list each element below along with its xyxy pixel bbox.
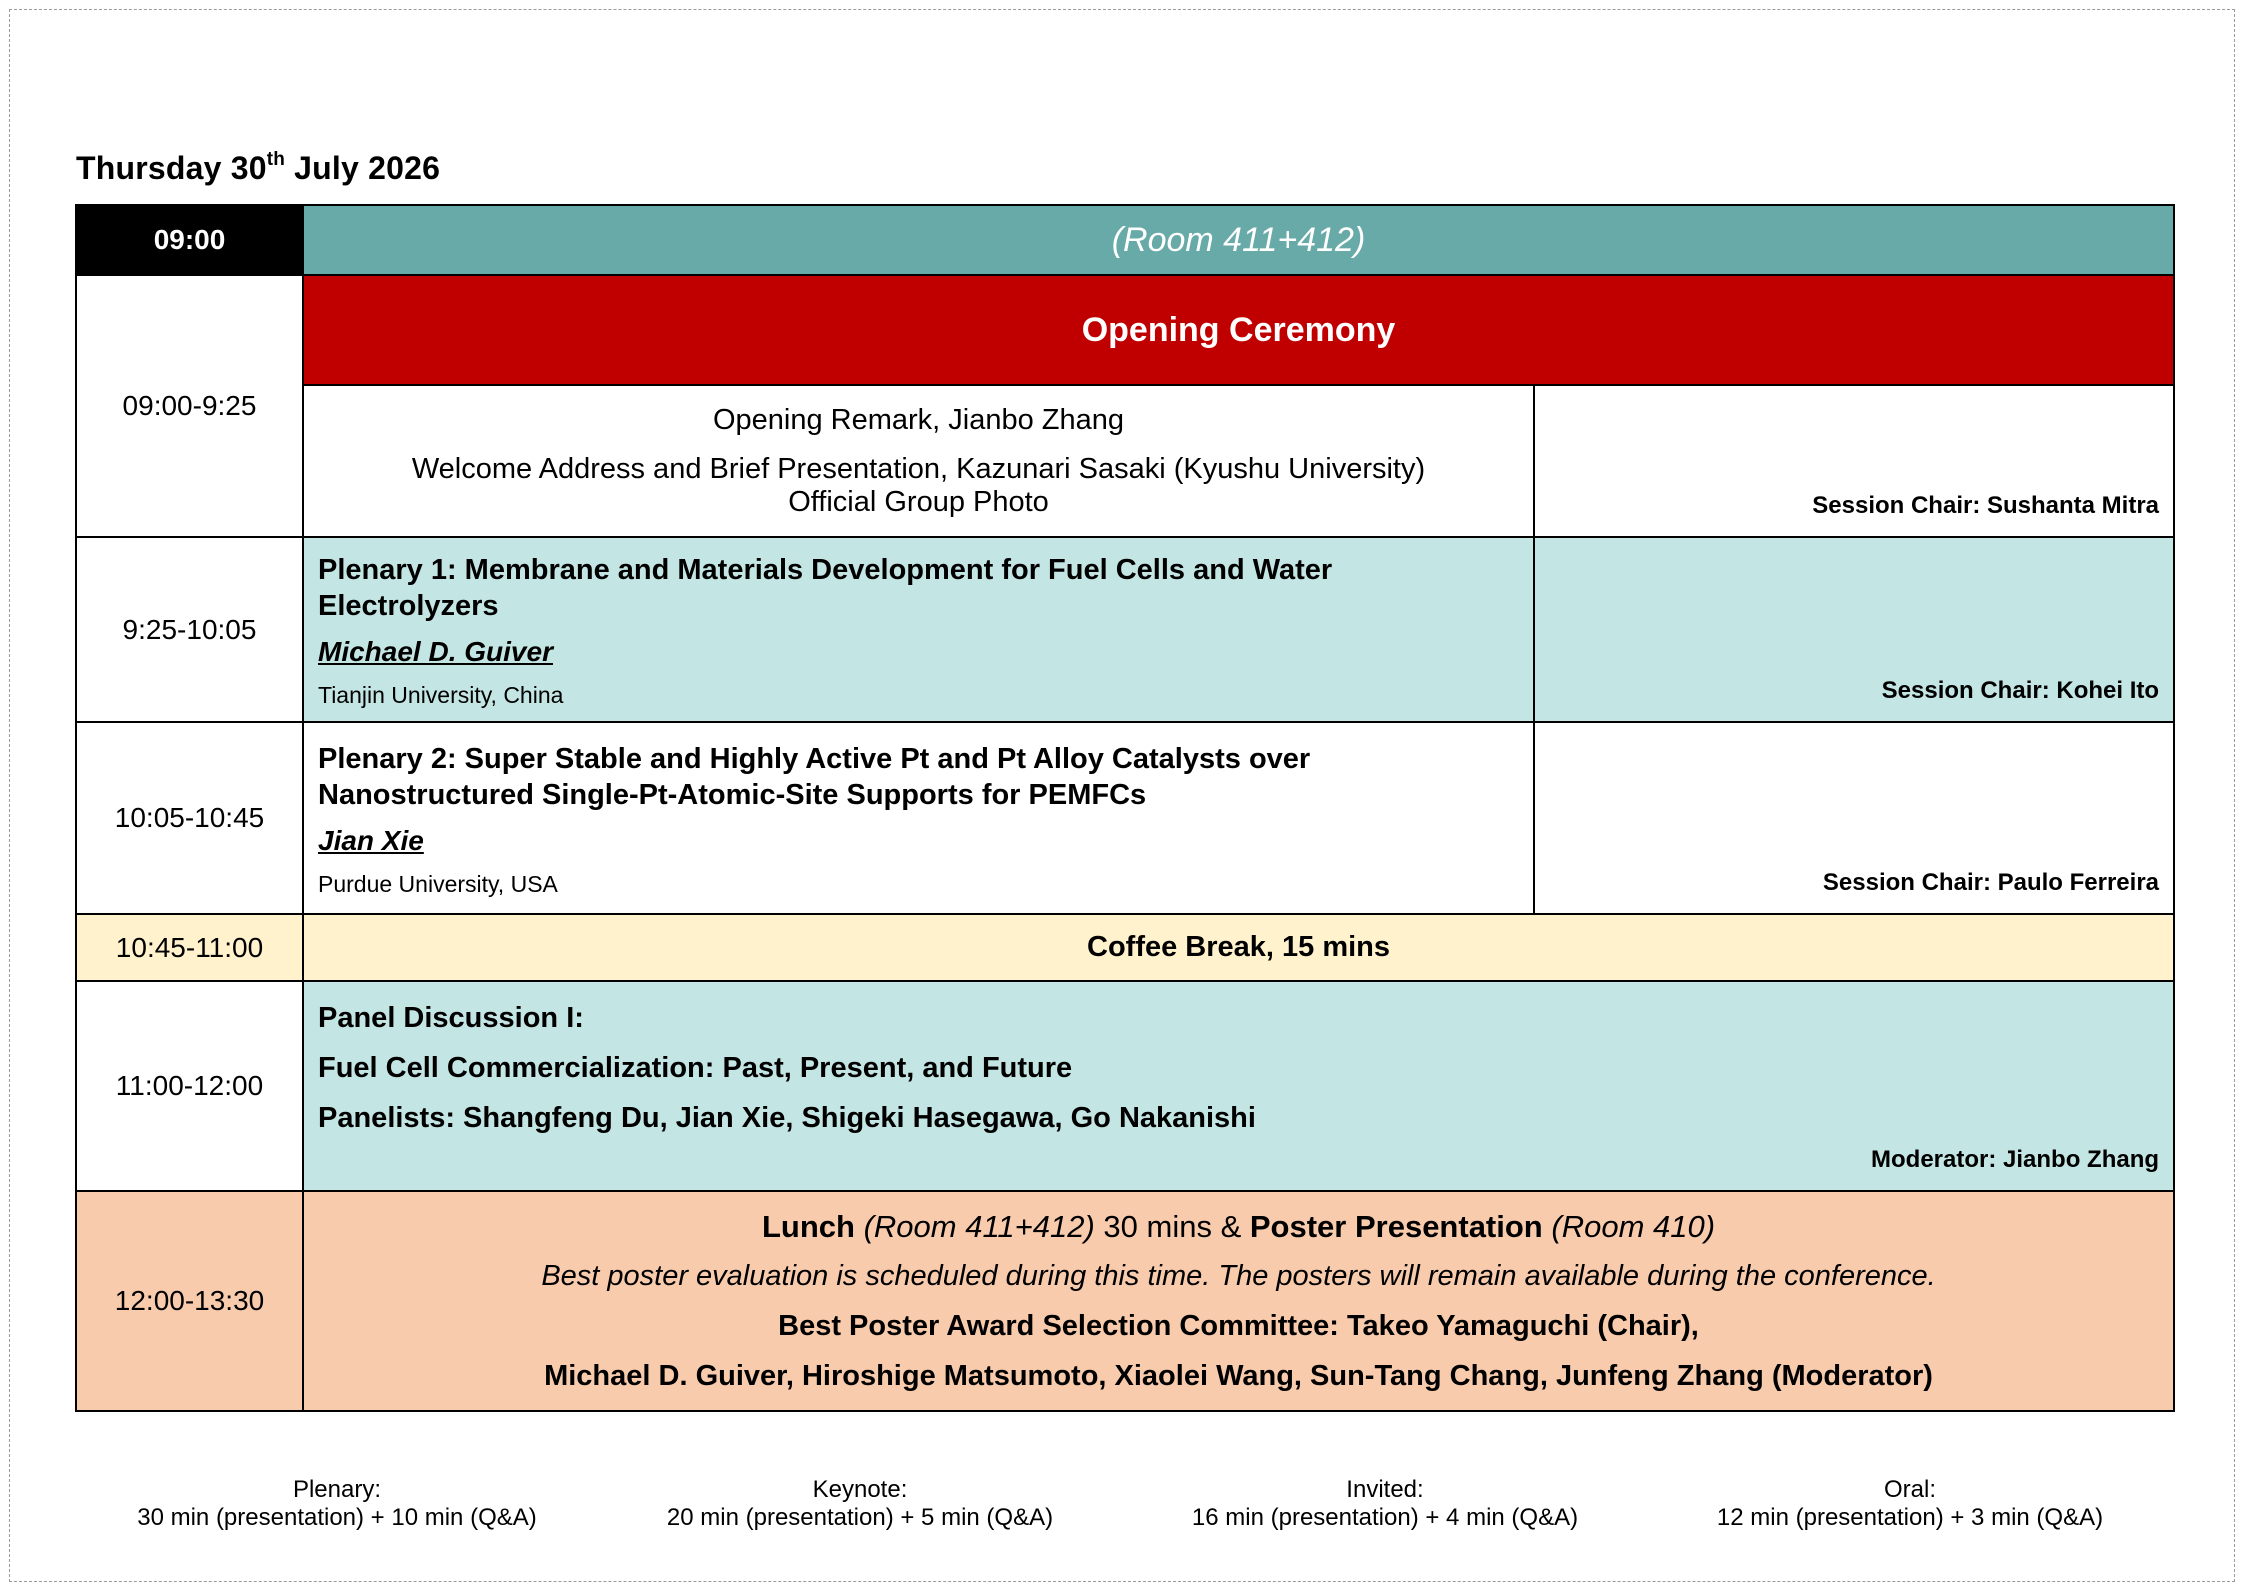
plenary1-chair-cell (1534, 537, 2174, 722)
panel-title: Panel Discussion I: (318, 1002, 584, 1034)
legend-invited (1125, 1476, 1645, 1532)
panelists: Panelists: Shangfeng Du, Jian Xie, Shigeki Hasegawa, Go Nakanishi (318, 1102, 1256, 1134)
coffee-time: 10:45-11:00 (76, 914, 303, 981)
committee-line1: Best Poster Award Selection Committee: Takeo Yamaguchi (Chair), (778, 1310, 1699, 1342)
poster-label: Poster Presentation (1249, 1209, 1543, 1244)
plenary1-title: Plenary 1: Membrane and Materials Development for Fuel Cells and Water Electrolyzers (318, 554, 1333, 622)
day-title: Thursday 30th July 2026 (76, 149, 441, 186)
coffee-break: Coffee Break, 15 mins (303, 914, 2174, 981)
plenary2-title-line1: Plenary 2: Super Stable and Highly Active Pt and Pt Alloy Catalysts over (318, 742, 1311, 775)
legend-label: Plenary: (292, 1476, 382, 1503)
plenary2-speaker: Jian Xie (318, 824, 424, 856)
header-time: 09:00 (76, 205, 303, 275)
welcome-address: Welcome Address and Brief Presentation, Kazunari Sasaki (Kyushu University) (411, 453, 1426, 485)
plenary2-row (76, 722, 2174, 914)
session-chair: Session Chair: Kohei Ito (1881, 677, 2160, 704)
group-photo: Official Group Photo (788, 486, 1049, 518)
legend-plenary (77, 1476, 597, 1532)
plenary1-affiliation: Tianjin University, China (318, 682, 564, 708)
lunch-time: 12:00-13:30 (76, 1191, 303, 1411)
plenary2-title-line2: Nanostructured Single-Pt-Atomic-Site Supports for PEMFCs (318, 778, 1147, 811)
legend-label: Oral: (1883, 1476, 1936, 1503)
legend-label: Invited: (1346, 1476, 1424, 1503)
header-row (76, 205, 2174, 275)
opening-ceremony-banner: Opening Ceremony (303, 275, 2174, 385)
poster-note: Best poster evaluation is scheduled during this time. The posters will remain available during the conference. (541, 1260, 1936, 1292)
panel-row (76, 981, 2174, 1191)
lunch-row (76, 1191, 2174, 1411)
legend-detail: 12 min (presentation) + 3 min (Q&A) (1716, 1504, 2104, 1531)
legend-detail: 16 min (presentation) + 4 min (Q&A) (1191, 1504, 1579, 1531)
opening-remark: Opening Remark, Jianbo Zhang (712, 404, 1125, 436)
schedule-table (75, 204, 2175, 1412)
lunch-duration: 30 mins & (1103, 1209, 1242, 1244)
plenary1-time: 9:25-10:05 (76, 537, 303, 722)
opening-time: 09:00-9:25 (76, 275, 303, 537)
session-chair: Session Chair: Paulo Ferreira (1822, 869, 2160, 896)
opening-details (303, 385, 1534, 537)
plenary1-details (303, 537, 1534, 722)
header-room: (Room 411+412) (303, 205, 2174, 275)
legend-detail: 30 min (presentation) + 10 min (Q&A) (137, 1504, 537, 1531)
opening-banner-row (76, 275, 2174, 385)
plenary2-affiliation: Purdue University, USA (318, 870, 558, 897)
legend-label: Keynote: (812, 1476, 908, 1503)
coffee-row (76, 914, 2174, 981)
opening-chair-cell (1534, 385, 2174, 537)
poster-room: (Room 410) (1551, 1209, 1716, 1244)
panel-time: 11:00-12:00 (76, 981, 303, 1191)
plenary2-details (303, 722, 1534, 914)
plenary2-time: 10:05-10:45 (76, 722, 303, 914)
lunch-details (303, 1191, 2174, 1411)
lunch-room: (Room 411+412) (863, 1209, 1095, 1244)
panel-topic: Fuel Cell Commercialization: Past, Present, and Future (318, 1052, 1073, 1084)
legend-oral (1650, 1476, 2170, 1532)
panel-moderator: Moderator: Jianbo Zhang (1871, 1146, 2160, 1173)
plenary1-speaker: Michael D. Guiver (318, 636, 553, 667)
committee-line2: Michael D. Guiver, Hiroshige Matsumoto, Xiaolei Wang, Sun-Tang Chang, Junfeng Zhang (Moderator) (544, 1360, 1933, 1392)
legend-keynote (600, 1476, 1120, 1532)
plenary2-chair-cell (1534, 722, 2174, 914)
legend-detail: 20 min (presentation) + 5 min (Q&A) (666, 1504, 1054, 1531)
plenary1-row (76, 537, 2174, 722)
opening-details-row (76, 385, 2174, 537)
lunch-line (304, 1209, 2173, 1245)
lunch-label: Lunch (761, 1209, 855, 1244)
panel-details (303, 981, 2174, 1191)
session-chair: Session Chair: Sushanta Mitra (1812, 492, 2160, 519)
